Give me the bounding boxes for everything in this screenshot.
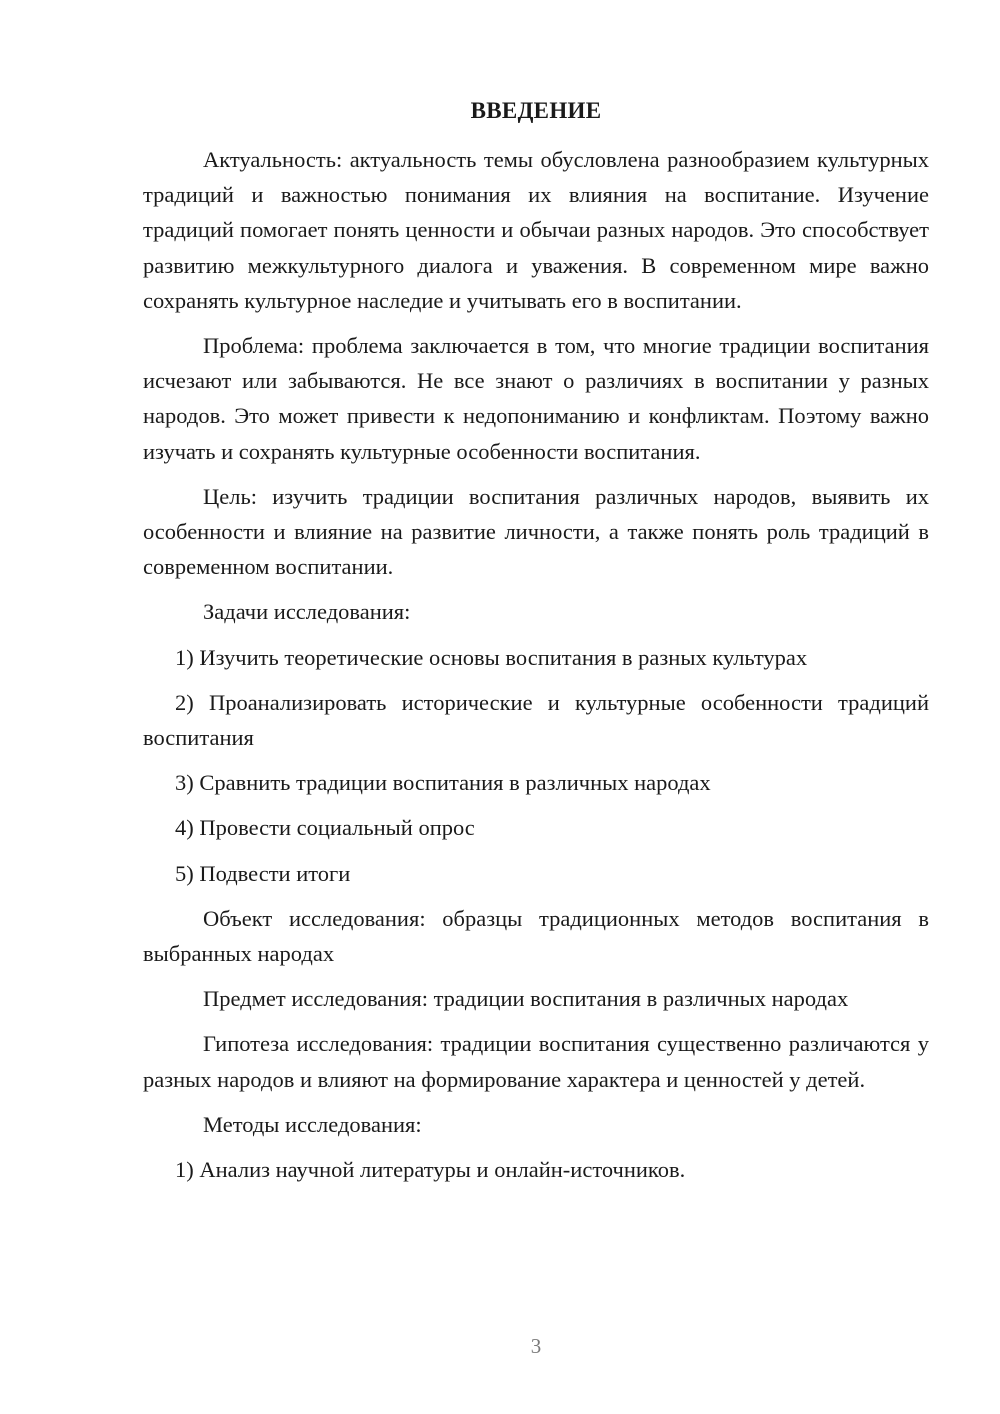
paragraph-object: Объект исследования: образцы традиционных методов воспитания в выбранных народах — [143, 905, 929, 967]
page-title: ВВЕДЕНИЕ — [470, 98, 602, 123]
document-body — [143, 142, 929, 1197]
task-item-4: 4) Провести социальный опрос — [175, 815, 475, 841]
task-item-3: 3) Сравнить традиции воспитания в различных народах — [175, 770, 711, 796]
methods-title: Методы исследования: — [203, 1111, 422, 1137]
task-item-1: 1) Изучить теоретические основы воспитания в разных культурах — [175, 644, 808, 670]
paragraph-problem: Проблема: проблема заключается в том, что многие традиции воспитания исчезают или забываются. Не все знают о различиях в воспитании у разных народов. Это может привести к недопониманию и конфликтам. Поэтому важно изучать и сохранять культурные особенности воспитания. — [143, 333, 929, 464]
method-item-1: 1) Анализ научной литературы и онлайн-источников. — [175, 1157, 686, 1183]
paragraph-subject: Предмет исследования: традиции воспитания в различных народах — [203, 986, 849, 1012]
task-item-2: 2) Проанализировать исторические и культурные особенности традиций воспитания — [143, 689, 929, 751]
page-number: 3 — [530, 1334, 542, 1358]
task-item-5: 5) Подвести итоги — [175, 860, 351, 886]
paragraph-hypothesis: Гипотеза исследования: традиции воспитания существенно различаются у разных народов и влияют на формирование характера и ценностей у детей. — [143, 1031, 929, 1092]
paragraph-goal: Цель: изучить традиции воспитания различных народов, выявить их особенности и влияние на развитие личности, а также понять роль традиций в современном воспитании. — [143, 483, 929, 580]
paragraph-relevance: Актуальность: актуальность темы обусловлена разнообразием культурных традиций и важностью понимания их влияния на воспитание. Изучение традиций помогает понять ценности и обычаи разных народов. Это способствует развитию межкультурного диалога и уважения. В современном мире важно сохранять культурное наследие и учитывать его в воспитании. — [143, 147, 929, 313]
tasks-title: Задачи исследования: — [203, 599, 411, 625]
